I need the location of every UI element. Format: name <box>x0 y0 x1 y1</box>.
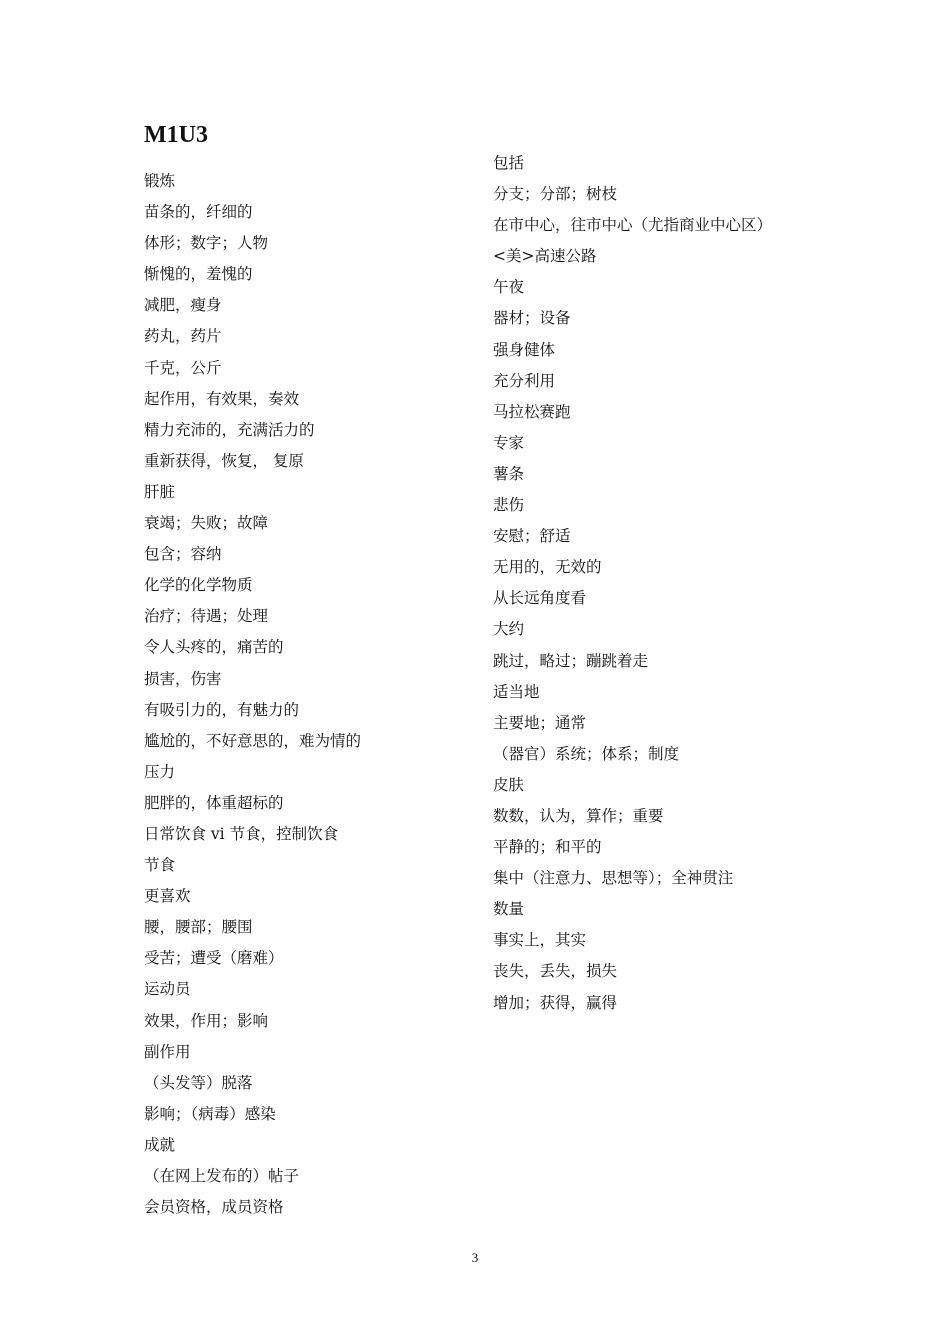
vocab-item: 大约 <box>493 620 525 639</box>
vocab-item: 充分利用 <box>493 371 556 390</box>
vocab-list-left <box>144 166 464 1223</box>
vocab-item: 体形；数字；人物 <box>144 234 269 253</box>
vocab-item: 衰竭；失败；故障 <box>144 514 269 533</box>
vocab-item: 包括 <box>493 154 525 172</box>
vocab-item: 重新获得，恢复， 复原 <box>144 451 304 470</box>
vocab-item: 压力 <box>144 762 176 781</box>
vocab-item: 效果，作用；影响 <box>144 1011 269 1030</box>
vocab-item: 强身健体 <box>493 340 556 359</box>
vocab-item: 令人头疼的，痛苦的 <box>144 638 284 657</box>
vocab-item: 从长远角度看 <box>493 589 587 608</box>
vocab-item: 适当地 <box>493 682 540 701</box>
vocab-item: 更喜欢 <box>144 887 191 906</box>
vocab-item: 受苦；遭受（磨难） <box>144 949 284 968</box>
vocab-item: 会员资格，成员资格 <box>144 1198 284 1217</box>
vocab-item: 节食 <box>144 856 176 875</box>
vocab-item: <美>高速公路 <box>493 247 597 266</box>
vocab-item: 药丸，药片 <box>144 327 222 346</box>
vocab-item: 数数，认为，算作；重要 <box>493 806 664 825</box>
vocab-item: 起作用，有效果，奏效 <box>144 389 300 408</box>
vocab-item: 肥胖的，体重超标的 <box>144 793 284 812</box>
vocab-item: 分支；分部；树枝 <box>493 185 618 204</box>
vocab-item: 安慰；舒适 <box>493 527 571 546</box>
vocab-item: 集中（注意力、思想等）；全神贯注 <box>493 869 734 888</box>
vocab-item: （在网上发布的）帖子 <box>144 1167 300 1185</box>
vocab-item: 运动员 <box>144 980 191 999</box>
vocab-item: （头发等）脱落 <box>144 1073 253 1092</box>
vocab-item: 腰，腰部；腰围 <box>144 918 253 937</box>
vocab-item: 化学的化学物质 <box>144 576 253 595</box>
vocab-item: 增加；获得，赢得 <box>493 993 618 1012</box>
vocab-item: 苗条的，纤细的 <box>144 203 253 222</box>
vocab-item: （器官）系统；体系；制度 <box>493 744 680 763</box>
vocab-item: 薯条 <box>493 464 525 483</box>
vocab-item: 肝脏 <box>144 482 176 501</box>
vocab-list-right <box>493 148 833 1019</box>
vocab-item: 数量 <box>493 900 525 919</box>
vocab-item: 在市中心，往市中心（尤指商业中心区） <box>493 216 773 235</box>
vocab-item: 千克，公斤 <box>144 358 222 377</box>
vocab-item: 悲伤 <box>493 496 525 515</box>
vocab-item: 日常饮食 vi 节食，控制饮食 <box>144 824 339 843</box>
vocab-item: 精力充沛的，充满活力的 <box>144 420 315 439</box>
vocab-item: 主要地；通常 <box>493 713 587 732</box>
vocab-item: 尴尬的，不好意思的，难为情的 <box>144 731 362 750</box>
vocab-item: 无用的，无效的 <box>493 558 602 577</box>
vocab-item: 跳过，略过；蹦跳着走 <box>493 651 649 670</box>
vocab-item: 平静的；和平的 <box>493 838 602 857</box>
page-number: 3 <box>471 1250 479 1265</box>
vocab-item: 损害，伤害 <box>144 669 222 688</box>
vocab-item: 治疗；待遇；处理 <box>144 607 269 626</box>
vocab-item: 马拉松赛跑 <box>493 402 571 421</box>
vocab-item: 事实上，其实 <box>493 931 587 950</box>
vocab-item: 减肥，瘦身 <box>144 296 222 315</box>
vocab-item: 丧失，丢失，损失 <box>493 962 618 981</box>
vocab-item: 皮肤 <box>493 775 525 794</box>
vocab-item: 包含；容纳 <box>144 545 222 564</box>
vocab-item: 锻炼 <box>144 172 176 190</box>
vocab-item: 专家 <box>493 433 525 452</box>
vocab-item: 成就 <box>144 1135 176 1154</box>
vocab-item: 午夜 <box>493 278 525 297</box>
vocab-item: 惭愧的，羞愧的 <box>144 265 253 284</box>
vocab-item: 副作用 <box>144 1042 191 1061</box>
vocab-item: 有吸引力的，有魅力的 <box>144 700 300 719</box>
page-title: M1U3 <box>144 122 208 148</box>
vocab-item: 影响；（病毒）感染 <box>144 1104 276 1123</box>
vocab-item: 器材；设备 <box>493 309 571 328</box>
